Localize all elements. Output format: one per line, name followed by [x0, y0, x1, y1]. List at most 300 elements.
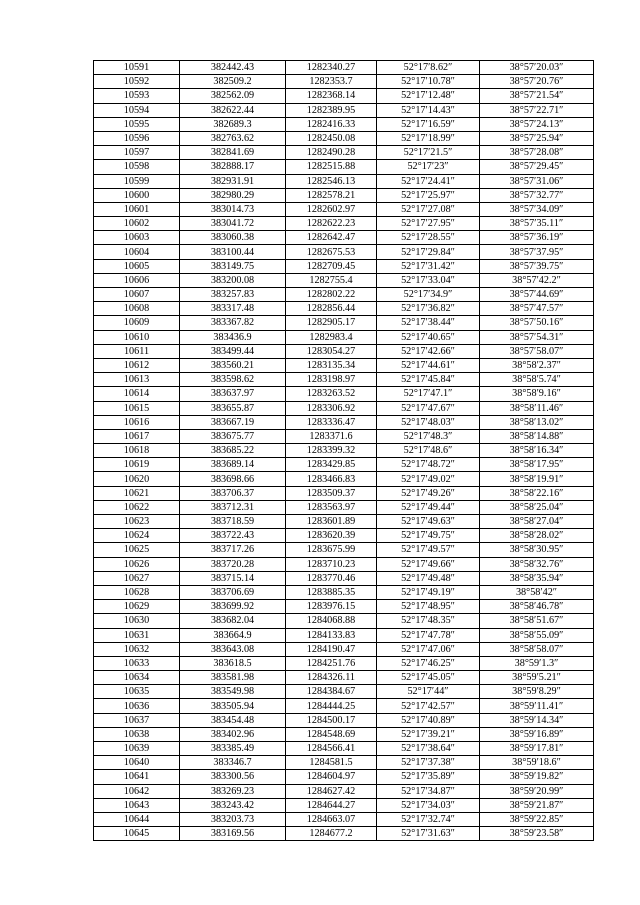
- y-coordinate-cell: 1282578.21: [286, 188, 377, 202]
- point-number-cell: 10621: [94, 486, 180, 500]
- x-coordinate-cell: 382931.91: [180, 174, 286, 188]
- x-coordinate-cell: 383436.9: [180, 330, 286, 344]
- point-number-cell: 10591: [94, 61, 180, 75]
- longitude-cell: 38°57′44.69″: [480, 288, 594, 302]
- y-coordinate-cell: 1283135.34: [286, 358, 377, 372]
- longitude-cell: 38°57′47.57″: [480, 302, 594, 316]
- table-row: [94, 585, 594, 599]
- latitude-cell: 52°17′8.62″: [377, 61, 480, 75]
- y-coordinate-cell: 1283601.89: [286, 515, 377, 529]
- longitude-cell: 38°58′30.95″: [480, 543, 594, 557]
- longitude-cell: 38°59′18.6″: [480, 756, 594, 770]
- latitude-cell: 52°17′32.74″: [377, 812, 480, 826]
- x-coordinate-cell: 383718.59: [180, 515, 286, 529]
- latitude-cell: 52°17′35.89″: [377, 770, 480, 784]
- longitude-cell: 38°58′35.94″: [480, 571, 594, 585]
- latitude-cell: 52°17′34.9″: [377, 288, 480, 302]
- y-coordinate-cell: 1284663.07: [286, 812, 377, 826]
- x-coordinate-cell: 382888.17: [180, 160, 286, 174]
- latitude-cell: 52°17′48.95″: [377, 600, 480, 614]
- x-coordinate-cell: 383637.97: [180, 387, 286, 401]
- x-coordinate-cell: 382689.3: [180, 117, 286, 131]
- x-coordinate-cell: 383664.9: [180, 628, 286, 642]
- x-coordinate-cell: 382763.62: [180, 131, 286, 145]
- table-row: [94, 288, 594, 302]
- y-coordinate-cell: 1283710.23: [286, 557, 377, 571]
- latitude-cell: 52°17′31.42″: [377, 259, 480, 273]
- y-coordinate-cell: 1284604.97: [286, 770, 377, 784]
- y-coordinate-cell: 1283399.32: [286, 444, 377, 458]
- y-coordinate-cell: 1282546.13: [286, 174, 377, 188]
- table-row: [94, 217, 594, 231]
- latitude-cell: 52°17′37.38″: [377, 756, 480, 770]
- latitude-cell: 52°17′40.89″: [377, 713, 480, 727]
- point-number-cell: 10598: [94, 160, 180, 174]
- latitude-cell: 52°17′49.44″: [377, 500, 480, 514]
- point-number-cell: 10599: [94, 174, 180, 188]
- y-coordinate-cell: 1282602.97: [286, 202, 377, 216]
- table-row: [94, 75, 594, 89]
- y-coordinate-cell: 1282983.4: [286, 330, 377, 344]
- longitude-cell: 38°59′21.87″: [480, 798, 594, 812]
- point-number-cell: 10616: [94, 415, 180, 429]
- point-number-cell: 10626: [94, 557, 180, 571]
- point-number-cell: 10645: [94, 827, 180, 841]
- latitude-cell: 52°17′24.41″: [377, 174, 480, 188]
- longitude-cell: 38°57′34.09″: [480, 202, 594, 216]
- y-coordinate-cell: 1284677.2: [286, 827, 377, 841]
- x-coordinate-cell: 382622.44: [180, 103, 286, 117]
- y-coordinate-cell: 1282802.22: [286, 288, 377, 302]
- table-row: [94, 642, 594, 656]
- point-number-cell: 10618: [94, 444, 180, 458]
- latitude-cell: 52°17′25.97″: [377, 188, 480, 202]
- coordinates-table-body: [94, 61, 594, 841]
- table-row: [94, 330, 594, 344]
- x-coordinate-cell: 383675.77: [180, 429, 286, 443]
- latitude-cell: 52°17′39.21″: [377, 727, 480, 741]
- table-row: [94, 472, 594, 486]
- table-row: [94, 614, 594, 628]
- point-number-cell: 10634: [94, 671, 180, 685]
- latitude-cell: 52°17′18.99″: [377, 131, 480, 145]
- longitude-cell: 38°59′20.99″: [480, 784, 594, 798]
- latitude-cell: 52°17′38.64″: [377, 742, 480, 756]
- longitude-cell: 38°58′9.16″: [480, 387, 594, 401]
- point-number-cell: 10622: [94, 500, 180, 514]
- point-number-cell: 10595: [94, 117, 180, 131]
- latitude-cell: 52°17′46.25″: [377, 656, 480, 670]
- x-coordinate-cell: 383041.72: [180, 217, 286, 231]
- longitude-cell: 38°57′20.76″: [480, 75, 594, 89]
- longitude-cell: 38°58′27.04″: [480, 515, 594, 529]
- longitude-cell: 38°57′39.75″: [480, 259, 594, 273]
- latitude-cell: 52°17′47.1″: [377, 387, 480, 401]
- x-coordinate-cell: 383346.7: [180, 756, 286, 770]
- latitude-cell: 52°17′48.35″: [377, 614, 480, 628]
- latitude-cell: 52°17′42.66″: [377, 344, 480, 358]
- y-coordinate-cell: 1284566.41: [286, 742, 377, 756]
- x-coordinate-cell: 383682.04: [180, 614, 286, 628]
- x-coordinate-cell: 383100.44: [180, 245, 286, 259]
- latitude-cell: 52°17′49.26″: [377, 486, 480, 500]
- y-coordinate-cell: 1283263.52: [286, 387, 377, 401]
- longitude-cell: 38°57′50.16″: [480, 316, 594, 330]
- longitude-cell: 38°57′28.08″: [480, 146, 594, 160]
- y-coordinate-cell: 1282490.28: [286, 146, 377, 160]
- latitude-cell: 52°17′48.3″: [377, 429, 480, 443]
- longitude-cell: 38°57′58.07″: [480, 344, 594, 358]
- longitude-cell: 38°58′51.67″: [480, 614, 594, 628]
- y-coordinate-cell: 1282389.95: [286, 103, 377, 117]
- longitude-cell: 38°57′22.71″: [480, 103, 594, 117]
- point-number-cell: 10617: [94, 429, 180, 443]
- x-coordinate-cell: 383203.73: [180, 812, 286, 826]
- longitude-cell: 38°58′22.16″: [480, 486, 594, 500]
- longitude-cell: 38°57′25.94″: [480, 131, 594, 145]
- x-coordinate-cell: 383706.37: [180, 486, 286, 500]
- table-row: [94, 373, 594, 387]
- table-row: [94, 671, 594, 685]
- table-row: [94, 444, 594, 458]
- point-number-cell: 10619: [94, 458, 180, 472]
- table-row: [94, 358, 594, 372]
- point-number-cell: 10615: [94, 401, 180, 415]
- latitude-cell: 52°17′36.82″: [377, 302, 480, 316]
- table-row: [94, 756, 594, 770]
- x-coordinate-cell: 383689.14: [180, 458, 286, 472]
- latitude-cell: 52°17′34.87″: [377, 784, 480, 798]
- x-coordinate-cell: 383581.98: [180, 671, 286, 685]
- point-number-cell: 10604: [94, 245, 180, 259]
- point-number-cell: 10620: [94, 472, 180, 486]
- table-row: [94, 316, 594, 330]
- x-coordinate-cell: 383200.08: [180, 273, 286, 287]
- latitude-cell: 52°17′45.05″: [377, 671, 480, 685]
- longitude-cell: 38°58′16.34″: [480, 444, 594, 458]
- y-coordinate-cell: 1283675.99: [286, 543, 377, 557]
- x-coordinate-cell: 383385.49: [180, 742, 286, 756]
- longitude-cell: 38°58′46.78″: [480, 600, 594, 614]
- point-number-cell: 10611: [94, 344, 180, 358]
- longitude-cell: 38°58′58.07″: [480, 642, 594, 656]
- y-coordinate-cell: 1284068.88: [286, 614, 377, 628]
- table-row: [94, 146, 594, 160]
- longitude-cell: 38°59′22.85″: [480, 812, 594, 826]
- latitude-cell: 52°17′44.61″: [377, 358, 480, 372]
- y-coordinate-cell: 1283429.85: [286, 458, 377, 472]
- longitude-cell: 38°57′37.95″: [480, 245, 594, 259]
- table-row: [94, 259, 594, 273]
- table-row: [94, 571, 594, 585]
- longitude-cell: 38°57′29.45″: [480, 160, 594, 174]
- x-coordinate-cell: 383685.22: [180, 444, 286, 458]
- longitude-cell: 38°57′54.31″: [480, 330, 594, 344]
- latitude-cell: 52°17′48.03″: [377, 415, 480, 429]
- y-coordinate-cell: 1282709.45: [286, 259, 377, 273]
- longitude-cell: 38°59′1.3″: [480, 656, 594, 670]
- x-coordinate-cell: 383014.73: [180, 202, 286, 216]
- longitude-cell: 38°58′14.88″: [480, 429, 594, 443]
- y-coordinate-cell: 1284444.25: [286, 699, 377, 713]
- table-row: [94, 656, 594, 670]
- y-coordinate-cell: 1283054.27: [286, 344, 377, 358]
- x-coordinate-cell: 383269.23: [180, 784, 286, 798]
- point-number-cell: 10600: [94, 188, 180, 202]
- point-number-cell: 10635: [94, 685, 180, 699]
- latitude-cell: 52°17′44″: [377, 685, 480, 699]
- longitude-cell: 38°57′21.54″: [480, 89, 594, 103]
- coordinates-table: [93, 60, 594, 841]
- latitude-cell: 52°17′34.03″: [377, 798, 480, 812]
- x-coordinate-cell: 383317.48: [180, 302, 286, 316]
- y-coordinate-cell: 1282353.7: [286, 75, 377, 89]
- x-coordinate-cell: 383300.56: [180, 770, 286, 784]
- longitude-cell: 38°58′13.02″: [480, 415, 594, 429]
- table-row: [94, 543, 594, 557]
- point-number-cell: 10608: [94, 302, 180, 316]
- longitude-cell: 38°57′24.13″: [480, 117, 594, 131]
- point-number-cell: 10592: [94, 75, 180, 89]
- point-number-cell: 10628: [94, 585, 180, 599]
- y-coordinate-cell: 1284251.76: [286, 656, 377, 670]
- x-coordinate-cell: 383499.44: [180, 344, 286, 358]
- point-number-cell: 10630: [94, 614, 180, 628]
- y-coordinate-cell: 1282905.17: [286, 316, 377, 330]
- table-row: [94, 515, 594, 529]
- table-row: [94, 415, 594, 429]
- table-row: [94, 61, 594, 75]
- y-coordinate-cell: 1284190.47: [286, 642, 377, 656]
- table-row: [94, 827, 594, 841]
- table-row: [94, 770, 594, 784]
- latitude-cell: 52°17′49.57″: [377, 543, 480, 557]
- longitude-cell: 38°57′35.11″: [480, 217, 594, 231]
- table-row: [94, 302, 594, 316]
- longitude-cell: 38°58′11.46″: [480, 401, 594, 415]
- table-row: [94, 131, 594, 145]
- y-coordinate-cell: 1283620.39: [286, 529, 377, 543]
- table-row: [94, 557, 594, 571]
- y-coordinate-cell: 1284644.27: [286, 798, 377, 812]
- y-coordinate-cell: 1283770.46: [286, 571, 377, 585]
- latitude-cell: 52°17′27.95″: [377, 217, 480, 231]
- point-number-cell: 10601: [94, 202, 180, 216]
- y-coordinate-cell: 1283976.15: [286, 600, 377, 614]
- latitude-cell: 52°17′42.57″: [377, 699, 480, 713]
- table-row: [94, 529, 594, 543]
- point-number-cell: 10627: [94, 571, 180, 585]
- x-coordinate-cell: 383715.14: [180, 571, 286, 585]
- y-coordinate-cell: 1282416.33: [286, 117, 377, 131]
- latitude-cell: 52°17′33.04″: [377, 273, 480, 287]
- point-number-cell: 10602: [94, 217, 180, 231]
- y-coordinate-cell: 1283306.92: [286, 401, 377, 415]
- x-coordinate-cell: 383712.31: [180, 500, 286, 514]
- latitude-cell: 52°17′12.48″: [377, 89, 480, 103]
- longitude-cell: 38°59′19.82″: [480, 770, 594, 784]
- x-coordinate-cell: 382841.69: [180, 146, 286, 160]
- table-row: [94, 685, 594, 699]
- y-coordinate-cell: 1282515.88: [286, 160, 377, 174]
- longitude-cell: 38°58′42″: [480, 585, 594, 599]
- table-row: [94, 500, 594, 514]
- longitude-cell: 38°59′8.29″: [480, 685, 594, 699]
- longitude-cell: 38°59′11.41″: [480, 699, 594, 713]
- x-coordinate-cell: 383402.96: [180, 727, 286, 741]
- x-coordinate-cell: 383149.75: [180, 259, 286, 273]
- point-number-cell: 10623: [94, 515, 180, 529]
- longitude-cell: 38°58′32.76″: [480, 557, 594, 571]
- y-coordinate-cell: 1282622.23: [286, 217, 377, 231]
- x-coordinate-cell: 383454.48: [180, 713, 286, 727]
- x-coordinate-cell: 382562.09: [180, 89, 286, 103]
- y-coordinate-cell: 1282368.14: [286, 89, 377, 103]
- longitude-cell: 38°57′42.2″: [480, 273, 594, 287]
- y-coordinate-cell: 1284326.11: [286, 671, 377, 685]
- x-coordinate-cell: 383667.19: [180, 415, 286, 429]
- point-number-cell: 10593: [94, 89, 180, 103]
- longitude-cell: 38°59′17.81″: [480, 742, 594, 756]
- point-number-cell: 10597: [94, 146, 180, 160]
- x-coordinate-cell: 383720.28: [180, 557, 286, 571]
- latitude-cell: 52°17′31.63″: [377, 827, 480, 841]
- x-coordinate-cell: 382980.29: [180, 188, 286, 202]
- latitude-cell: 52°17′14.43″: [377, 103, 480, 117]
- x-coordinate-cell: 383698.66: [180, 472, 286, 486]
- x-coordinate-cell: 383655.87: [180, 401, 286, 415]
- point-number-cell: 10640: [94, 756, 180, 770]
- y-coordinate-cell: 1283198.97: [286, 373, 377, 387]
- point-number-cell: 10636: [94, 699, 180, 713]
- latitude-cell: 52°17′40.65″: [377, 330, 480, 344]
- y-coordinate-cell: 1282450.08: [286, 131, 377, 145]
- latitude-cell: 52°17′47.78″: [377, 628, 480, 642]
- latitude-cell: 52°17′49.66″: [377, 557, 480, 571]
- table-row: [94, 160, 594, 174]
- longitude-cell: 38°57′20.03″: [480, 61, 594, 75]
- x-coordinate-cell: 383505.94: [180, 699, 286, 713]
- table-row: [94, 600, 594, 614]
- table-row: [94, 812, 594, 826]
- table-row: [94, 202, 594, 216]
- y-coordinate-cell: 1282856.44: [286, 302, 377, 316]
- x-coordinate-cell: 383706.69: [180, 585, 286, 599]
- point-number-cell: 10594: [94, 103, 180, 117]
- table-row: [94, 699, 594, 713]
- table-row: [94, 103, 594, 117]
- latitude-cell: 52°17′47.06″: [377, 642, 480, 656]
- y-coordinate-cell: 1283885.35: [286, 585, 377, 599]
- latitude-cell: 52°17′29.84″: [377, 245, 480, 259]
- point-number-cell: 10610: [94, 330, 180, 344]
- x-coordinate-cell: 383243.42: [180, 798, 286, 812]
- y-coordinate-cell: 1283371.6: [286, 429, 377, 443]
- point-number-cell: 10606: [94, 273, 180, 287]
- x-coordinate-cell: 383257.83: [180, 288, 286, 302]
- y-coordinate-cell: 1282675.53: [286, 245, 377, 259]
- table-row: [94, 742, 594, 756]
- longitude-cell: 38°57′32.77″: [480, 188, 594, 202]
- x-coordinate-cell: 383169.56: [180, 827, 286, 841]
- x-coordinate-cell: 383717.26: [180, 543, 286, 557]
- table-row: [94, 245, 594, 259]
- longitude-cell: 38°59′5.21″: [480, 671, 594, 685]
- x-coordinate-cell: 383618.5: [180, 656, 286, 670]
- point-number-cell: 10612: [94, 358, 180, 372]
- x-coordinate-cell: 382442.43: [180, 61, 286, 75]
- x-coordinate-cell: 383367.82: [180, 316, 286, 330]
- longitude-cell: 38°57′36.19″: [480, 231, 594, 245]
- table-row: [94, 401, 594, 415]
- point-number-cell: 10629: [94, 600, 180, 614]
- table-row: [94, 458, 594, 472]
- table-row: [94, 231, 594, 245]
- x-coordinate-cell: 383060.38: [180, 231, 286, 245]
- table-row: [94, 727, 594, 741]
- y-coordinate-cell: 1283466.83: [286, 472, 377, 486]
- point-number-cell: 10614: [94, 387, 180, 401]
- longitude-cell: 38°59′14.34″: [480, 713, 594, 727]
- table-row: [94, 628, 594, 642]
- y-coordinate-cell: 1283563.97: [286, 500, 377, 514]
- y-coordinate-cell: 1283336.47: [286, 415, 377, 429]
- latitude-cell: 52°17′28.55″: [377, 231, 480, 245]
- point-number-cell: 10638: [94, 727, 180, 741]
- latitude-cell: 52°17′21.5″: [377, 146, 480, 160]
- latitude-cell: 52°17′45.84″: [377, 373, 480, 387]
- latitude-cell: 52°17′49.63″: [377, 515, 480, 529]
- table-row: [94, 784, 594, 798]
- table-row: [94, 713, 594, 727]
- x-coordinate-cell: 383560.21: [180, 358, 286, 372]
- longitude-cell: 38°58′5.74″: [480, 373, 594, 387]
- table-row: [94, 89, 594, 103]
- latitude-cell: 52°17′16.59″: [377, 117, 480, 131]
- x-coordinate-cell: 383699.92: [180, 600, 286, 614]
- point-number-cell: 10637: [94, 713, 180, 727]
- table-row: [94, 174, 594, 188]
- latitude-cell: 52°17′49.02″: [377, 472, 480, 486]
- point-number-cell: 10643: [94, 798, 180, 812]
- y-coordinate-cell: 1284627.42: [286, 784, 377, 798]
- longitude-cell: 38°58′25.04″: [480, 500, 594, 514]
- latitude-cell: 52°17′47.67″: [377, 401, 480, 415]
- point-number-cell: 10596: [94, 131, 180, 145]
- y-coordinate-cell: 1282340.27: [286, 61, 377, 75]
- point-number-cell: 10633: [94, 656, 180, 670]
- longitude-cell: 38°59′23.58″: [480, 827, 594, 841]
- y-coordinate-cell: 1284500.17: [286, 713, 377, 727]
- table-row: [94, 387, 594, 401]
- latitude-cell: 52°17′48.72″: [377, 458, 480, 472]
- latitude-cell: 52°17′49.75″: [377, 529, 480, 543]
- y-coordinate-cell: 1283509.37: [286, 486, 377, 500]
- latitude-cell: 52°17′23″: [377, 160, 480, 174]
- x-coordinate-cell: 383549.98: [180, 685, 286, 699]
- latitude-cell: 52°17′38.44″: [377, 316, 480, 330]
- table-row: [94, 486, 594, 500]
- point-number-cell: 10631: [94, 628, 180, 642]
- x-coordinate-cell: 382509.2: [180, 75, 286, 89]
- longitude-cell: 38°57′31.06″: [480, 174, 594, 188]
- point-number-cell: 10603: [94, 231, 180, 245]
- longitude-cell: 38°58′2.37″: [480, 358, 594, 372]
- point-number-cell: 10632: [94, 642, 180, 656]
- table-row: [94, 188, 594, 202]
- latitude-cell: 52°17′27.08″: [377, 202, 480, 216]
- y-coordinate-cell: 1282755.4: [286, 273, 377, 287]
